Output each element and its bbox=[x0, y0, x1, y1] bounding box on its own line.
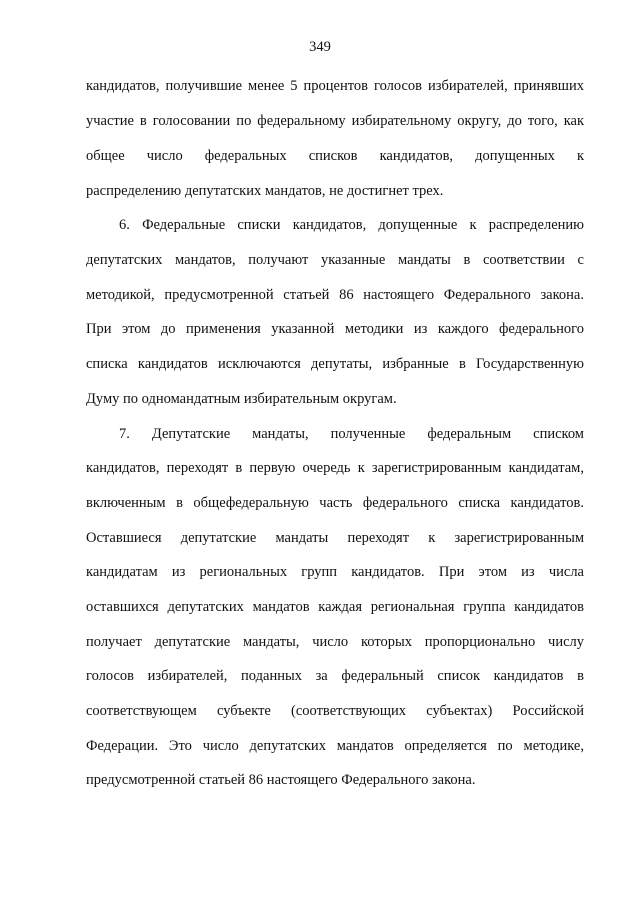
text-line: кандидатов, получившие менее 5 процентов голосов избирателей, принявших bbox=[86, 78, 584, 94]
text-line: соответствующем субъекте (соответствующих субъектах) Российской bbox=[86, 703, 584, 719]
text-line: получает депутатские мандаты, число которых пропорционально числу bbox=[86, 634, 584, 650]
text-line: участие в голосовании по федеральному избирательному округу, до того, как bbox=[86, 113, 584, 129]
page-number: 349 bbox=[309, 39, 331, 55]
text-line: предусмотренной статьей 86 настоящего Федерального закона. bbox=[86, 772, 476, 788]
text-line: При этом до применения указанной методики из каждого федерального bbox=[86, 321, 584, 337]
text-line: голосов избирателей, поданных за федеральный список кандидатов в bbox=[86, 668, 584, 684]
text-line: оставшихся депутатских мандатов каждая региональная группа кандидатов bbox=[86, 599, 584, 615]
text-line: 7. Депутатские мандаты, полученные федеральным списком bbox=[119, 426, 584, 442]
text-line: Думу по одномандатным избирательным округам. bbox=[86, 391, 397, 407]
text-line: включенным в общефедеральную часть федерального списка кандидатов. bbox=[86, 495, 584, 511]
text-line: общее число федеральных списков кандидатов, допущенных к bbox=[86, 148, 584, 164]
text-line: Оставшиеся депутатские мандаты переходят к зарегистрированным bbox=[86, 530, 584, 546]
text-line: Федерации. Это число депутатских мандатов определяется по методике, bbox=[86, 738, 584, 754]
text-line: распределению депутатских мандатов, не достигнет трех. bbox=[86, 183, 444, 199]
text-line: кандидатам из региональных групп кандидатов. При этом из числа bbox=[86, 564, 584, 580]
text-line: методикой, предусмотренной статьей 86 настоящего Федерального закона. bbox=[86, 287, 584, 303]
text-line: кандидатов, переходят в первую очередь к зарегистрированным кандидатам, bbox=[86, 460, 584, 476]
text-line: списка кандидатов исключаются депутаты, избранные в Государственную bbox=[86, 356, 584, 372]
text-line: депутатских мандатов, получают указанные мандаты в соответствии с bbox=[86, 252, 584, 268]
text-line: 6. Федеральные списки кандидатов, допущенные к распределению bbox=[119, 217, 584, 233]
